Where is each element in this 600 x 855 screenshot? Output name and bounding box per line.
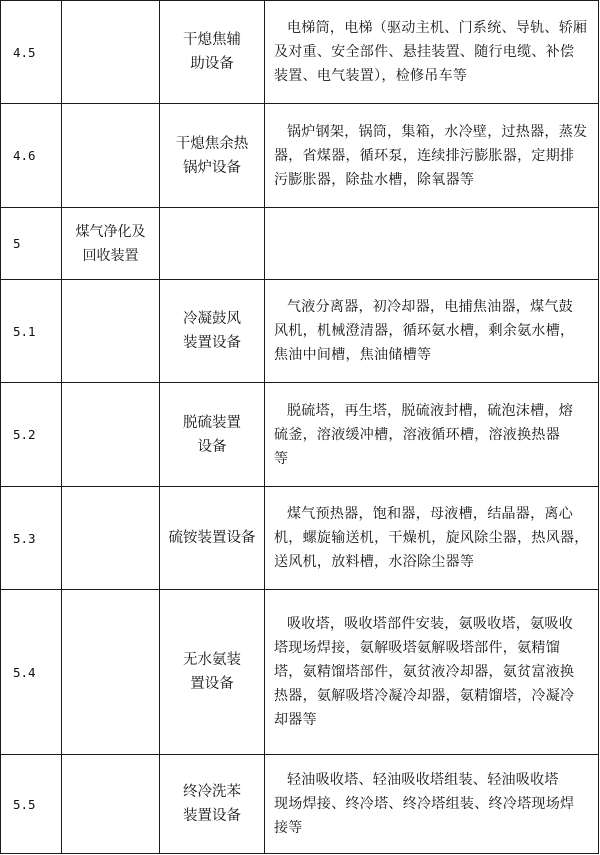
- desc-line: 装置、电气装置），检修吊车等: [274, 68, 468, 84]
- desc-line: 吸收塔，吸收塔部件安装，氨吸收塔，氨吸收: [287, 616, 573, 632]
- equipment-name: [160, 383, 265, 487]
- equipment-description: [265, 487, 599, 590]
- name-line: 冷凝鼓风: [183, 311, 241, 327]
- table-row: [1, 383, 599, 487]
- item-number: 5.1: [1, 280, 62, 383]
- item-number: 5.5: [1, 755, 62, 854]
- name-line: 终冷洗苯: [183, 784, 241, 800]
- desc-line: 风机，机械澄清器，循环氨水槽，剩余氨水槽，: [274, 323, 575, 339]
- name-line: 干熄焦余热: [175, 135, 249, 152]
- desc-line: 脱硫塔，再生塔，脱硫液封槽，硫泡沫槽，熔: [287, 402, 573, 419]
- item-number: 5.3: [1, 487, 62, 590]
- category-cell: [62, 590, 160, 755]
- name-line: 装置设备: [183, 335, 241, 351]
- desc-line: 器，省煤器，循环泵，连续排污膨胀器，定期排: [274, 147, 575, 164]
- equipment-name: [160, 755, 265, 854]
- category-cell: [62, 755, 160, 854]
- desc-line: 接等: [274, 820, 303, 836]
- equipment-name: [160, 1, 265, 104]
- desc-line: 塔现场焊接，氨解吸塔氨解吸塔部件，氨精馏: [274, 640, 560, 656]
- table-row: [1, 280, 599, 383]
- category-cell: [62, 383, 160, 487]
- category-cell: [62, 280, 160, 383]
- item-number: 5.4: [1, 590, 62, 755]
- equipment-name: [160, 208, 265, 280]
- equipment-name: [160, 104, 265, 208]
- category-cell: [62, 487, 160, 590]
- desc-line: 及对重、安全部件、悬挂装置、随行电缆、补偿: [274, 44, 575, 60]
- name-line: 硫铵装置设备: [168, 530, 256, 546]
- desc-line: 塔，氨精馏塔部件，氨贫液冷却器，氨贫富液换: [274, 664, 575, 680]
- name-line: 脱硫装置: [183, 414, 241, 431]
- name-line: 无水氨装: [183, 652, 241, 668]
- category-cell: [62, 104, 160, 208]
- name-line: 助设备: [190, 56, 234, 72]
- desc-line: 轻油吸收塔、轻油吸收塔组装、轻油吸收塔: [287, 772, 559, 788]
- equipment-name: [160, 280, 265, 383]
- name-line: 设备: [197, 438, 227, 455]
- category-line: 回收装置: [82, 247, 139, 264]
- table-row: [1, 104, 599, 208]
- table-row: [1, 590, 599, 755]
- item-number: 4.5: [1, 1, 62, 104]
- desc-line: 硫釜，溶液缓冲槽，溶液循环槽，溶液换热器: [274, 426, 560, 443]
- equipment-description: [265, 104, 599, 208]
- desc-line: 送风机，放料槽，水浴除尘器等: [274, 554, 475, 570]
- desc-line: 机，螺旋输送机，干燥机，旋风除尘器，热风器，: [274, 530, 589, 546]
- category-cell: [62, 208, 160, 280]
- equipment-name: [160, 590, 265, 755]
- equipment-description: [265, 383, 599, 487]
- item-number: 5.2: [1, 383, 62, 487]
- desc-line: 煤气预热器，饱和器，母液槽，结晶器，离心: [287, 506, 573, 522]
- desc-line: 热器，氨解吸塔冷凝冷却器，氨精馏塔，冷凝冷: [274, 688, 575, 704]
- table-row: [1, 1, 599, 104]
- equipment-description: [265, 208, 599, 280]
- name-line: 置设备: [190, 676, 234, 692]
- table-row: [1, 487, 599, 590]
- item-number: 4.6: [1, 104, 62, 208]
- category-cell: [62, 1, 160, 104]
- equipment-description: [265, 1, 599, 104]
- equipment-name: [160, 487, 265, 590]
- equipment-description: [265, 755, 599, 854]
- desc-line: 电梯筒，电梯（驱动主机、门系统、导轨、轿厢: [287, 20, 588, 36]
- name-line: 锅炉设备: [183, 159, 241, 176]
- desc-line: 锅炉钢架，锅筒，集箱，水冷壁，过热器，蒸发: [287, 123, 588, 140]
- equipment-description: [265, 280, 599, 383]
- name-line: 装置设备: [183, 808, 241, 824]
- desc-line: 焦油中间槽，焦油储槽等: [274, 347, 432, 363]
- item-number: 5: [1, 208, 62, 280]
- equipment-description: [265, 590, 599, 755]
- category-line: 煤气净化及: [75, 223, 146, 240]
- table-row: [1, 755, 599, 854]
- desc-line: 污膨胀器，除盐水槽，除氧器等: [274, 171, 475, 188]
- table-row: [1, 208, 599, 280]
- name-line: 干熄焦辅: [183, 32, 241, 48]
- desc-line: 现场焊接、终冷塔、终冷塔组装、终冷塔现场焊: [274, 796, 575, 812]
- desc-line: 却器等: [274, 712, 317, 728]
- desc-line: 等: [274, 450, 289, 467]
- desc-line: 气液分离器，初冷却器，电捕焦油器，煤气鼓: [287, 299, 573, 315]
